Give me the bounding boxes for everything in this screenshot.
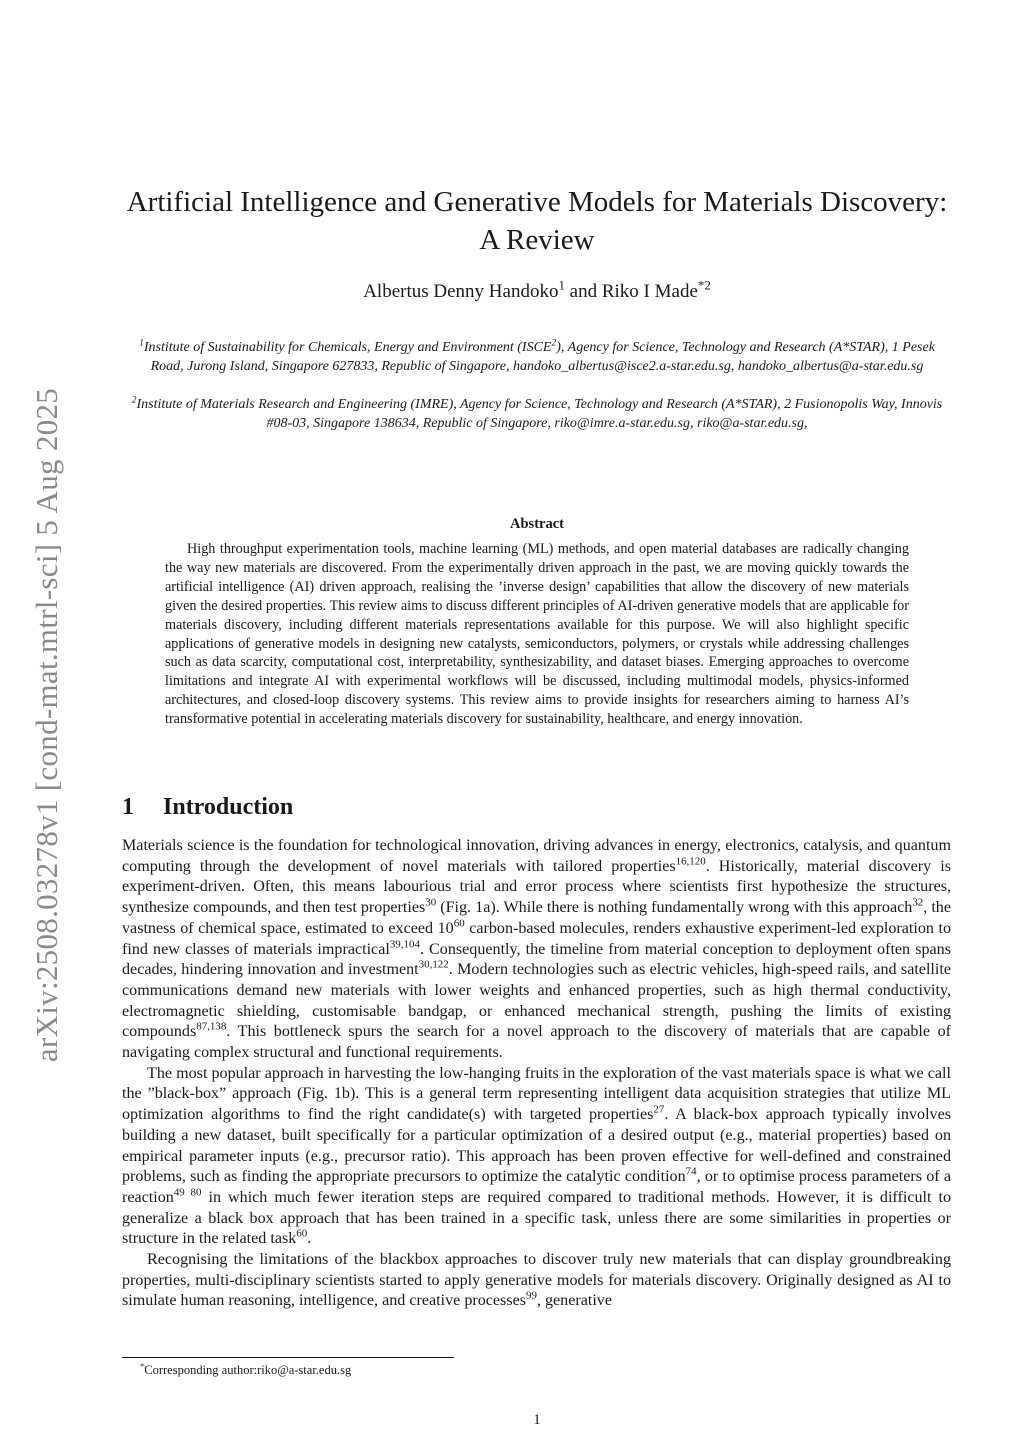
paragraph-text: , the vastness of chemical space, estimated to exceed 10: [122, 899, 951, 937]
section-heading: [122, 794, 293, 821]
citation: 49 80: [173, 1186, 202, 1199]
paragraph: [122, 1064, 951, 1250]
paragraph: [122, 1250, 951, 1312]
paragraph-text: carbon-based molecules, renders exhaustive experiment-led exploration to find new classes of materials impractical: [122, 919, 951, 958]
affiliation-sup: 2: [551, 338, 557, 349]
affiliation-text: ), Agency for Science, Technology and Research (A*STAR), 1 Pesek Road, Jurong Island, Singapore 627833, Republic of Singapore, handoko_albertus@isce2.a-star.edu.sg, handoko_albertus@a-star.edu.sg: [150, 340, 935, 374]
paragraph-text: .: [307, 1230, 312, 1248]
affiliation-mark: 2: [131, 395, 137, 406]
author-conjunction: and: [564, 281, 602, 302]
citation: 30: [425, 896, 437, 909]
citation: 87,138: [196, 1020, 227, 1033]
arxiv-identifier: arXiv:2508.03278v1 [cond-mat.mtrl-sci] 5 Aug 2025: [29, 387, 64, 1063]
paragraph-text: . A black-box approach typically involves building a new dataset, built specifically for a particular optimization of a desired output (e.g., material properties) based on empirical parameter inputs (e.g., precursor ratio). This approach has been proven effective for well-defined and constrained problems, such as finding the appropriate precursors to optimize the catalytic condition: [122, 1106, 951, 1186]
citation: 16,120: [675, 855, 706, 868]
citation: 32: [912, 896, 924, 909]
footnote: [140, 1362, 351, 1378]
abstract-text: High throughput experimentation tools, machine learning (ML) methods, and open material databases are radically changing the way new materials are discovered. From the experimentally driven approach in the past, we are moving quickly towards the artificial intelligence (AI) driven approach, realising the ’inverse design’ capabilities that allow the discovery of new materials given the desired properties. This review aims to discuss different principles of AI-driven generative models that are applicable for materials discovery, including different materials representations available for this purpose. We will also highlight specific applications of generative models in designing new catalysts, semiconductors, polymers, or crystals while addressing challenges such as data scarcity, computational cost, interpretability, synthesizability, and dataset biases. Emerging approaches to overcome limitations and integrate AI with experimental workflows will be discussed, including multimodal models, physics-informed architectures, and closed-loop discovery systems. This review aims to provide insights for researchers aiming to harness AI’s transformative potential in accelerating materials discovery for sustainability, healthcare, and energy innovation.: [165, 541, 909, 728]
paragraph-text: . Modern technologies such as electric vehicles, high-speed rails, and satellite communications demand new materials with lower weights and enhanced properties, such as high thermal conductivity, electromagnetic shielding, customisable bandgap, or enhanced mechanical strength, pushing the limits of existing compounds: [122, 961, 951, 1041]
body-text: [122, 836, 951, 1312]
exponent: 60: [453, 917, 465, 930]
paragraph-text: Recognising the limitations of the blackbox approaches to discover truly new materials that can display groundbreaking properties, multi-disciplinary scientists started to apply generative models for materials discovery. Originally designed as AI to simulate human reasoning, intelligence, and creative processes: [122, 1251, 951, 1310]
paragraph-text: . Consequently, the timeline from material conception to deployment often spans decades, hindering innovation and investment: [122, 940, 951, 979]
affiliation-mark: *2: [697, 277, 711, 293]
citation: 74: [685, 1165, 697, 1178]
affiliation-text: Institute of Sustainability for Chemicals, Energy and Environment (ISCE: [143, 340, 552, 355]
section-title: Introduction: [163, 794, 294, 820]
section-number: 1: [122, 794, 134, 820]
footnote-divider: [122, 1357, 454, 1358]
author-name: Riko I Made: [601, 281, 698, 302]
footnote-text: Corresponding author:riko@a-star.edu.sg: [144, 1363, 352, 1377]
paragraph-text: The most popular approach in harvesting the low-hanging fruits in the exploration of the vast materials space is what we call the ”black-box” approach (Fig. 1b). This is a general term representing intelligent data acquisition strategies that utilize ML optimization algorithms to find the right candidate(s) with targeted properties: [122, 1064, 951, 1124]
citation: 99: [526, 1290, 537, 1303]
author-list: [122, 277, 952, 304]
paragraph-text: (Fig. 1a). While there is nothing fundamentally wrong with this approach: [436, 899, 913, 917]
citation: 60: [296, 1228, 308, 1240]
paragraph-text: . Historically, material discovery is experiment-driven. Often, this means labourious trial and error process where scientists first hypothesize the structures, synthesize compounds, and then test properties: [122, 857, 951, 917]
affiliation-1: [122, 338, 952, 376]
paragraph-text: . This bottleneck spurs the search for a novel approach to the discovery of materials that are capable of navigating complex structural and functional requirements.: [122, 1023, 951, 1062]
paragraph-text: in which much fewer iteration steps are required compared to traditional methods. However, it is difficult to generalize a black box approach that has been trained in a specific task, unless there are some similarities in properties or structure in the related task: [122, 1188, 952, 1248]
author-name: Albertus Denny Handoko: [363, 281, 559, 302]
page-number: 1: [533, 1412, 541, 1428]
citation: 27: [653, 1103, 665, 1116]
footnote-mark: *: [140, 1360, 145, 1371]
abstract-heading: Abstract: [510, 516, 564, 532]
paper-title: Artificial Intelligence and Generative Models for Materials Discovery: A Review: [126, 186, 948, 256]
affiliation-text: Institute of Materials Research and Engineering (IMRE), Agency for Science, Technology and Research (A*STAR), 2 Fusionopolis Way, Innovis #08-03, Singapore 138634, Republic of Singapore, riko@imre.a-star.edu.sg, riko@a-star.edu.sg,: [136, 397, 943, 431]
paragraph-text: , generative: [536, 1292, 612, 1310]
affiliation-mark: 1: [558, 277, 565, 293]
affiliation-mark: 1: [139, 338, 144, 349]
paragraph-text: , or to optimise process parameters of a reaction: [122, 1168, 951, 1206]
paragraph-text: Materials science is the foundation for technological innovation, driving advances in energy, electronics, catalysis, and quantum computing through the development of novel materials with tailored properties: [122, 837, 951, 875]
affiliation-2: [122, 395, 952, 433]
citation: 39,104: [389, 938, 420, 951]
paragraph: [122, 836, 951, 1064]
citation: 30,122: [418, 958, 449, 971]
